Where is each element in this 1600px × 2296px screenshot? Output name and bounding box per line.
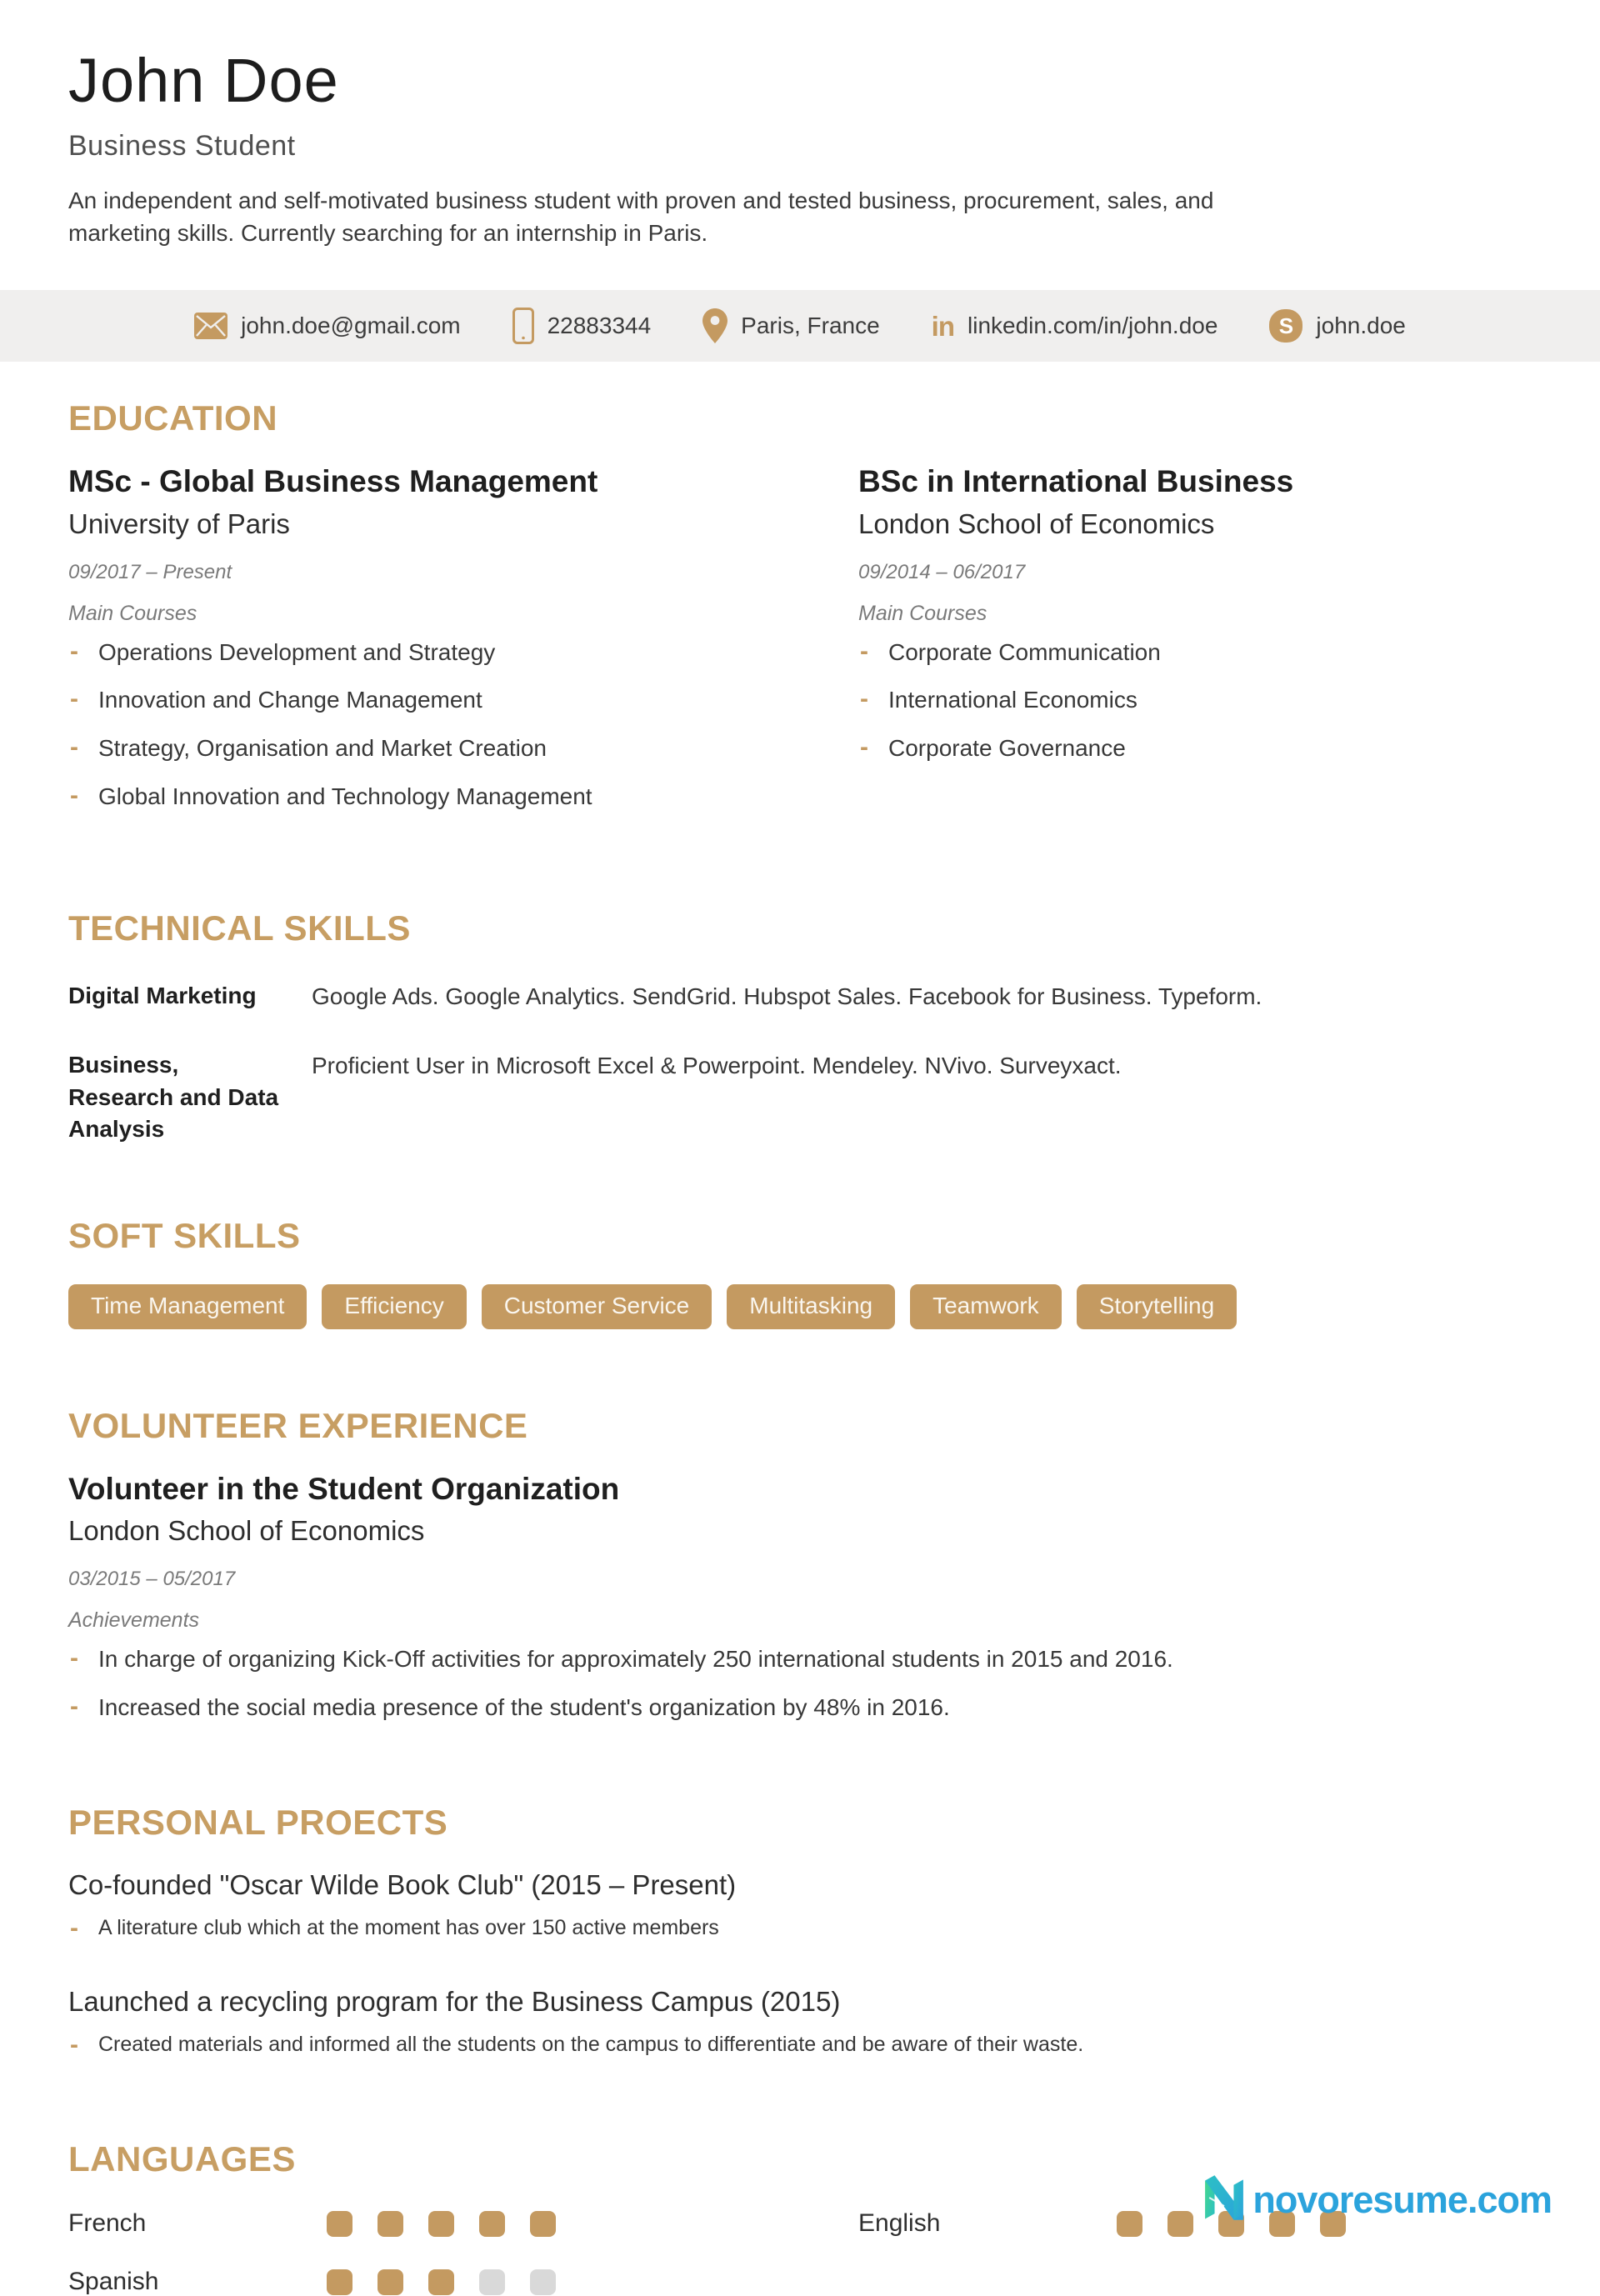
soft-skill-badge: Time Management	[68, 1284, 307, 1329]
summary-line-2: marketing skills. Currently searching for an internship in Paris.	[68, 220, 708, 247]
contact-email[interactable]	[194, 313, 460, 339]
language-level-square	[530, 2211, 556, 2237]
skill-category-label: Business, Research and Data Analysis	[68, 1052, 279, 1143]
education-entry	[68, 438, 858, 830]
course-item: - Operations Development and Strategy	[68, 638, 858, 668]
course-item: - International Economics	[858, 685, 1532, 715]
soft-skill-badge: Efficiency	[322, 1284, 466, 1329]
section-education	[68, 398, 1532, 830]
degree-title: MSc - Global Business Management	[68, 464, 598, 499]
school-name: University of Paris	[68, 508, 290, 539]
project-details	[68, 2031, 1532, 2058]
person-name: John Doe	[68, 46, 339, 115]
language-level	[327, 2211, 556, 2237]
course-item: - Corporate Communication	[858, 638, 1532, 668]
achievements-label: Achievements	[68, 1608, 200, 1633]
novoresume-brand-text: novoresume.com	[1252, 2178, 1552, 2221]
section-soft-skills	[68, 1216, 1532, 1329]
language-level-square	[327, 2269, 352, 2295]
language-level	[327, 2269, 556, 2295]
language-level-square	[479, 2211, 505, 2237]
language-name: French	[68, 2209, 147, 2237]
achievement-item: - In charge of organizing Kick-Off activities for approximately 250 international students in 2015 and 2016.	[68, 1644, 1532, 1674]
skill-category-value: Proficient User in Microsoft Excel & Powerpoint. Mendeley. NVivo. Surveyxact.	[312, 1053, 1122, 1079]
novoresume-logo-icon	[1202, 2174, 1246, 2225]
summary-text	[68, 184, 1502, 251]
school-name: London School of Economics	[858, 508, 1215, 539]
soft-skill-badge: Storytelling	[1077, 1284, 1238, 1329]
contact-linkedin[interactable]	[931, 310, 1218, 342]
language-name: Spanish	[68, 2268, 159, 2295]
skype-icon: S	[1269, 309, 1302, 343]
project-detail-item: - A literature club which at the moment has over 150 active members	[68, 1914, 1532, 1941]
location-pin-icon	[702, 308, 728, 343]
soft-skills-heading: SOFT SKILLS	[68, 1215, 301, 1255]
achievement-item: - Increased the social media presence of the student's organization by 48% in 2016.	[68, 1693, 1532, 1723]
language-level-square	[378, 2269, 403, 2295]
project-detail-item: - Created materials and informed all the students on the campus to differentiate and be aware of their waste.	[68, 2031, 1532, 2058]
skill-category-label: Digital Marketing	[68, 982, 257, 1008]
project-entry	[68, 1986, 1532, 2058]
courses-list	[68, 638, 858, 812]
language-level-square	[378, 2211, 403, 2237]
course-item: - Innovation and Change Management	[68, 685, 858, 715]
summary-line-1: An independent and self-motivated business student with proven and tested business, procurement, sales, and	[68, 187, 1214, 213]
section-volunteer	[68, 1406, 1532, 1723]
volunteer-title: Volunteer in the Student Organization	[68, 1471, 620, 1506]
language-level-square	[1168, 2211, 1193, 2237]
project-title: Launched a recycling program for the Business Campus (2015)	[68, 1986, 841, 2017]
contact-skype-text: john.doe	[1316, 313, 1406, 339]
language-level-square	[479, 2269, 505, 2295]
languages-heading: LANGUAGES	[68, 2139, 296, 2178]
section-technical-skills	[68, 908, 1532, 1146]
soft-skill-badge: Customer Service	[482, 1284, 712, 1329]
achievements-list	[68, 1644, 1532, 1723]
degree-title: BSc in International Business	[858, 464, 1294, 499]
courses-list	[858, 638, 1532, 763]
courses-label: Main Courses	[68, 601, 198, 625]
volunteer-dates: 03/2015 – 05/2017	[68, 1568, 236, 1591]
project-entry	[68, 1869, 1532, 1941]
person-title: Business Student	[68, 129, 296, 162]
language-level-square	[1117, 2211, 1142, 2237]
project-details	[68, 1914, 1532, 1941]
section-personal-projects	[68, 1803, 1532, 2058]
main-content	[0, 398, 1600, 2296]
contact-phone-text: 22883344	[547, 313, 652, 339]
personal-projects-heading: PERSONAL PROECTS	[68, 1803, 448, 1842]
language-row	[68, 2209, 858, 2238]
email-icon	[194, 313, 228, 339]
phone-icon	[512, 308, 534, 344]
date-range: 09/2014 – 06/2017	[858, 560, 1026, 583]
contact-linkedin-text: linkedin.com/in/john.doe	[968, 313, 1218, 339]
contact-bar	[0, 290, 1600, 362]
contact-skype[interactable]	[1269, 309, 1405, 343]
language-level-square	[327, 2211, 352, 2237]
technical-skill-rows	[68, 980, 1532, 1146]
language-level-square	[428, 2269, 454, 2295]
education-entry	[858, 438, 1532, 830]
novoresume-brand[interactable]	[1202, 2174, 1552, 2225]
courses-label: Main Courses	[858, 601, 988, 625]
contact-location	[702, 308, 880, 343]
course-item: - Strategy, Organisation and Market Creation	[68, 733, 858, 763]
date-range: 09/2017 – Present	[68, 560, 232, 583]
linkedin-icon: in	[931, 310, 954, 342]
volunteer-heading: VOLUNTEER EXPERIENCE	[68, 1405, 528, 1445]
soft-skill-badge: Multitasking	[727, 1284, 895, 1329]
header	[0, 0, 1600, 250]
education-heading: EDUCATION	[68, 398, 278, 438]
soft-skill-badge: Teamwork	[910, 1284, 1062, 1329]
contact-location-text: Paris, France	[741, 313, 880, 339]
language-level-square	[530, 2269, 556, 2295]
contact-email-text: john.doe@gmail.com	[241, 313, 461, 339]
education-columns	[68, 438, 1532, 830]
language-row	[68, 2268, 858, 2296]
technical-skills-heading: TECHNICAL SKILLS	[68, 908, 411, 948]
volunteer-school: London School of Economics	[68, 1515, 425, 1547]
course-item: - Corporate Governance	[858, 733, 1532, 763]
project-title: Co-founded "Oscar Wilde Book Club" (2015 – Present)	[68, 1869, 737, 1900]
skill-category-value: Google Ads. Google Analytics. SendGrid. Hubspot Sales. Facebook for Business. Typeform.	[312, 983, 1262, 1009]
course-item: - Global Innovation and Technology Management	[68, 782, 858, 812]
language-level-square	[428, 2211, 454, 2237]
language-name: English	[858, 2209, 941, 2237]
contact-phone[interactable]	[512, 308, 652, 344]
soft-skill-badges	[68, 1284, 1532, 1329]
